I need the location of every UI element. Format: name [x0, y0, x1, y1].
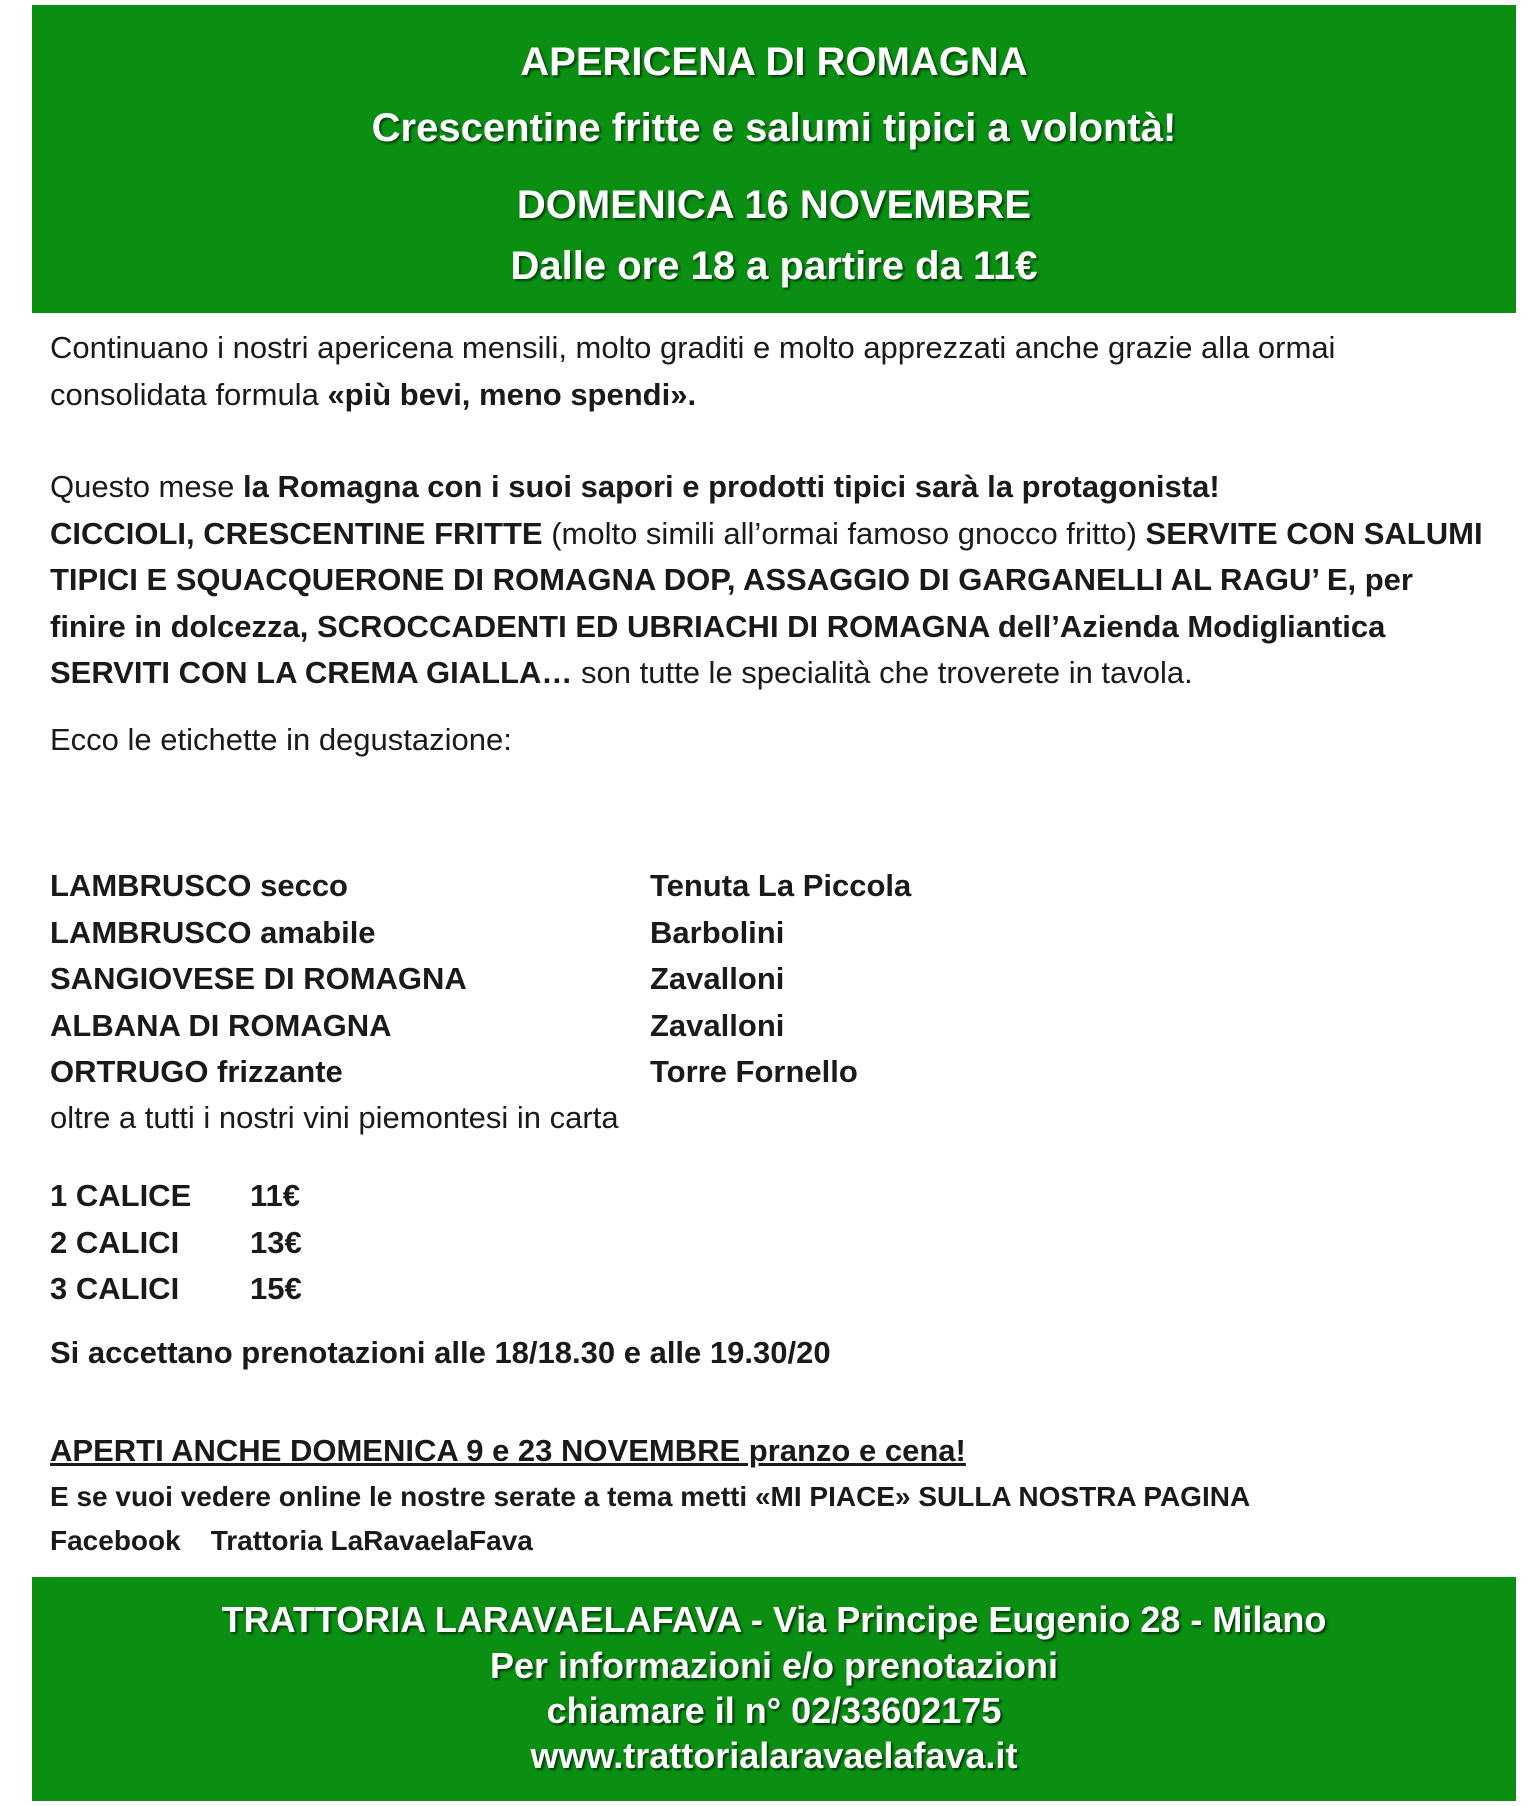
- menu-s2-bold: SERVITE CON SALUMI TIPICI E SQUACQUERONE DI ROMAGNA DOP, ASSAGGIO DI GARGANELLI AL RAGU’ E, per finire in dolcezza, SCROCCADENTI ED UBRIACHI DI ROMAGNA dell’Azienda Modigliantica SERVITI CON LA CREMA GIALLA…: [50, 515, 1483, 690]
- event-title: APERICENA DI ROMAGNA: [520, 40, 1028, 84]
- price-value: 15€: [250, 1271, 302, 1306]
- intro-paragraph: [50, 325, 1490, 418]
- price-label: 3 CALICI: [50, 1271, 180, 1306]
- wines-note: oltre a tutti i nostri vini piemontesi in carta: [50, 1100, 619, 1135]
- footer-address: TRATTORIA LARAVAELAFAVA - Via Principe Eugenio 28 - Milano: [221, 1599, 1327, 1640]
- price-label: 1 CALICE: [50, 1178, 192, 1213]
- footer-phone: chiamare il n° 02/33602175: [546, 1690, 1002, 1731]
- price-value: 13€: [250, 1224, 302, 1260]
- event-date: DOMENICA 16 NOVEMBRE: [516, 183, 1032, 227]
- price-value: 11€: [250, 1178, 301, 1213]
- intro-text: Continuano i nostri apericena mensili, molto graditi e molto apprezzati anche grazie alla ormai consolidata formula: [50, 330, 1336, 412]
- open-notice: APERTI ANCHE DOMENICA 9 e 23 NOVEMBRE pranzo e cena!: [50, 1433, 966, 1468]
- wine-name: LAMBRUSCO amabile: [50, 914, 376, 950]
- wine-producer: Zavalloni: [650, 1007, 785, 1043]
- footer-website[interactable]: www.trattorialaravaelafava.it: [530, 1735, 1018, 1776]
- flyer-body: [50, 325, 1490, 763]
- reservations-note: Si accettano prenotazioni alle 18/18.30 e alle 19.30/20: [50, 1335, 831, 1370]
- menu-s3: son tutte le specialità che troverete in tavola.: [572, 655, 1193, 690]
- flyer: [32, 5, 1516, 1801]
- menu-s1: (molto simili all’ormai famoso gnocco fritto): [542, 515, 1146, 551]
- wine-name: SANGIOVESE DI ROMAGNA: [50, 961, 467, 996]
- wine-producer: Tenuta La Piccola: [650, 868, 912, 903]
- footer-banner: [32, 1577, 1516, 1801]
- wine-producer: Barbolini: [650, 914, 785, 950]
- event-time-price: Dalle ore 18 a partire da 11€: [510, 244, 1038, 288]
- wine-producer: Zavalloni: [650, 961, 785, 996]
- footer-info: Per informazioni e/o prenotazioni: [489, 1645, 1059, 1686]
- wine-producer: Torre Fornello: [650, 1054, 858, 1089]
- facebook-page-line: [50, 1519, 533, 1563]
- facebook-label: Facebook: [50, 1525, 181, 1556]
- menu-lead-bold: la Romagna con i suoi sapori e prodotti tipici sarà la protagonista!: [242, 469, 1220, 504]
- event-subtitle: Crescentine fritte e salumi tipici a volontà!: [371, 106, 1177, 150]
- wine-name: LAMBRUSCO secco: [50, 868, 348, 903]
- price-label: 2 CALICI: [50, 1224, 180, 1260]
- facebook-page-name: Trattoria LaRavaelaFava: [210, 1525, 533, 1556]
- wine-name: ORTRUGO frizzante: [50, 1054, 343, 1089]
- facebook-line: E se vuoi vedere online le nostre serate a tema metti «MI PIACE» SULLA NOSTRA PAGINA: [50, 1481, 1251, 1512]
- menu-lead: Questo mese: [50, 469, 243, 504]
- header-banner: [32, 5, 1516, 313]
- tasting-intro: Ecco le etichette in degustazione:: [50, 721, 512, 757]
- menu-s1-bold: CICCIOLI, CRESCENTINE FRITTE: [50, 515, 543, 551]
- wine-name: ALBANA DI ROMAGNA: [50, 1007, 392, 1043]
- intro-formula: «più bevi, meno spendi».: [327, 376, 697, 412]
- menu-paragraph: [50, 464, 1490, 697]
